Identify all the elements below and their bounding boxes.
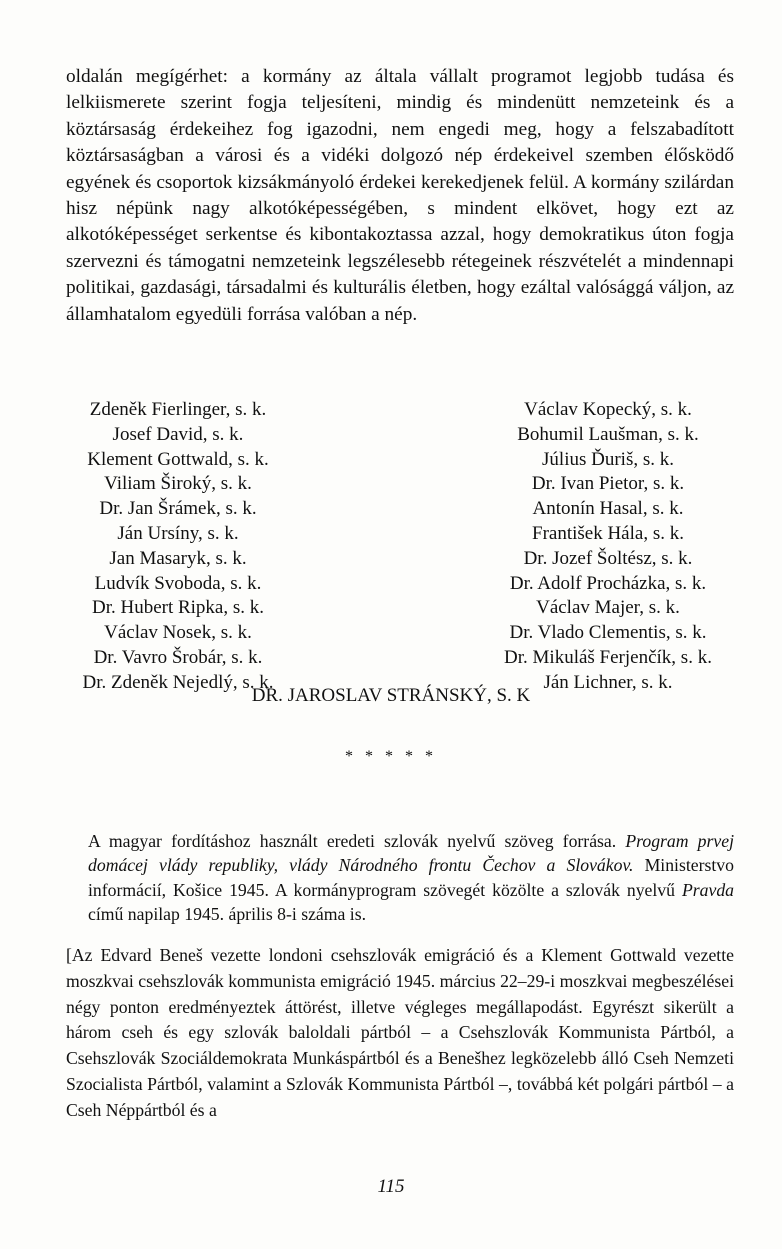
signatory-name: Dr. Vavro Šrobár, s. k.: [93, 646, 263, 668]
signatory-name: Zdeněk Fierlinger, s. k.: [89, 399, 267, 420]
signatory-name: Václav Kopecký, s. k.: [524, 399, 692, 420]
source-note-intro: A magyar fordításhoz használt eredeti szlovák nyelvű szöveg forrása.: [88, 831, 617, 851]
signatory-name: Ján Ursíny, s. k.: [117, 522, 239, 544]
signatory-name: Ludvík Svoboda, s. k.: [94, 572, 262, 594]
source-note-tail: című napilap 1945. április 8-i száma is.: [88, 904, 367, 925]
source-note-rest: Ministerstvo informácií, Košice 1945. A kormányprogram szövegét közölte a szlovák nyelvű: [88, 855, 734, 900]
signatory-name: Dr. Mikuláš Ferjenčík, s. k.: [504, 646, 712, 668]
signatory-name: Ján Lichner, s. k.: [543, 671, 673, 693]
signatory-name: Dr. Jan Šrámek, s. k.: [99, 498, 257, 520]
page-number: 115: [377, 1176, 405, 1197]
source-note: [88, 829, 734, 927]
signatory-name: Dr. Ivan Pietor, s. k.: [531, 473, 685, 495]
signatory-name: Július Ďuriš, s. k.: [542, 448, 674, 470]
signatory-name: Jan Masaryk, s. k.: [109, 547, 247, 569]
signatory-name: Dr. Zdeněk Nejedlý, s. k.: [82, 671, 274, 693]
body-paragraph-program-end: oldalán megígérhet: a kormány az általa vállalt programot legjobb tudása és lelkiismerete szerint fogja teljesíteni, mindig és mindenütt nemzeteink és a köztársaság érdekeihez fog igazodni, nem engedi meg, hogy a felszabadított köztársaságban a városi és a vidéki dolgozó nép érdekeivel szemben élősködő egyének és csoportok kizsákmányoló érdekei kerekedjenek felül. A kormány szilárdan hisz népünk nagy alkotóképességében, s mindent elkövet, hogy ezt az alkotóképességet serkentse és kibontakoztassa azzal, hogy demokratikus úton fogja szervezni és támogatni nemzeteink legszélesebb rétegeinek részvételét a mindennapi politikai, gazdasági, társadalmi és kulturális életben, hogy ezáltal valósággá váljon, az államhatalom egyedüli forrása valóban a nép.: [66, 66, 734, 325]
signatory-name: Václav Majer, s. k.: [536, 597, 680, 619]
signatory-name: Antonín Hasal, s. k.: [532, 498, 684, 520]
signatory-name: Václav Nosek, s. k.: [104, 622, 252, 644]
newspaper-name: Pravda: [681, 879, 735, 900]
signatory-name: Dr. Jozef Šoltész, s. k.: [523, 547, 693, 569]
signatory-name: Dr. Hubert Ripka, s. k.: [91, 597, 265, 619]
signatories-right-column: [478, 398, 738, 696]
signatory-name: Viliam Široký, s. k.: [104, 473, 252, 495]
signatories-left-column: [44, 398, 312, 696]
signatory-name: Dr. Adolf Procházka, s. k.: [509, 572, 707, 594]
closing-signature: DR. JAROSLAV STRÁNSKÝ, S. K: [251, 685, 531, 706]
section-separator: * * * * *: [345, 748, 437, 765]
signatory-name: Dr. Vlado Clementis, s. k.: [509, 622, 707, 644]
signatory-name: Klement Gottwald, s. k.: [87, 448, 269, 470]
editorial-paragraph: [Az Edvard Beneš vezette londoni csehszlovák emigráció és a Klement Gottwald vezette moszkvai csehszlovák kommunista emigráció 1945. március 22–29-i moszkvai megbeszélései négy ponton eredményeztek áttörést, illetve végleges megállapodást. Egyrészt sikerült a három cseh és egy szlovák baloldali pártból – a Csehszlovák Kommunista Pártból, a Csehszlovák Szociáldemokrata Munkáspártból és a Benešhez legközelebb álló Cseh Nemzeti Szocialista Pártból, valamint a Szlovák Kommunista Pártból –, továbbá két polgári pártból – a Cseh Néppártból és a: [66, 945, 734, 1120]
signatory-name: Bohumil Laušman, s. k.: [517, 423, 699, 445]
signatory-name: Josef David, s. k.: [112, 423, 244, 445]
signatory-name: František Hála, s. k.: [532, 522, 684, 544]
source-title: Program prvej domácej vlády republiky, vlády Národného frontu Čechov a Slovákov.: [88, 831, 735, 876]
